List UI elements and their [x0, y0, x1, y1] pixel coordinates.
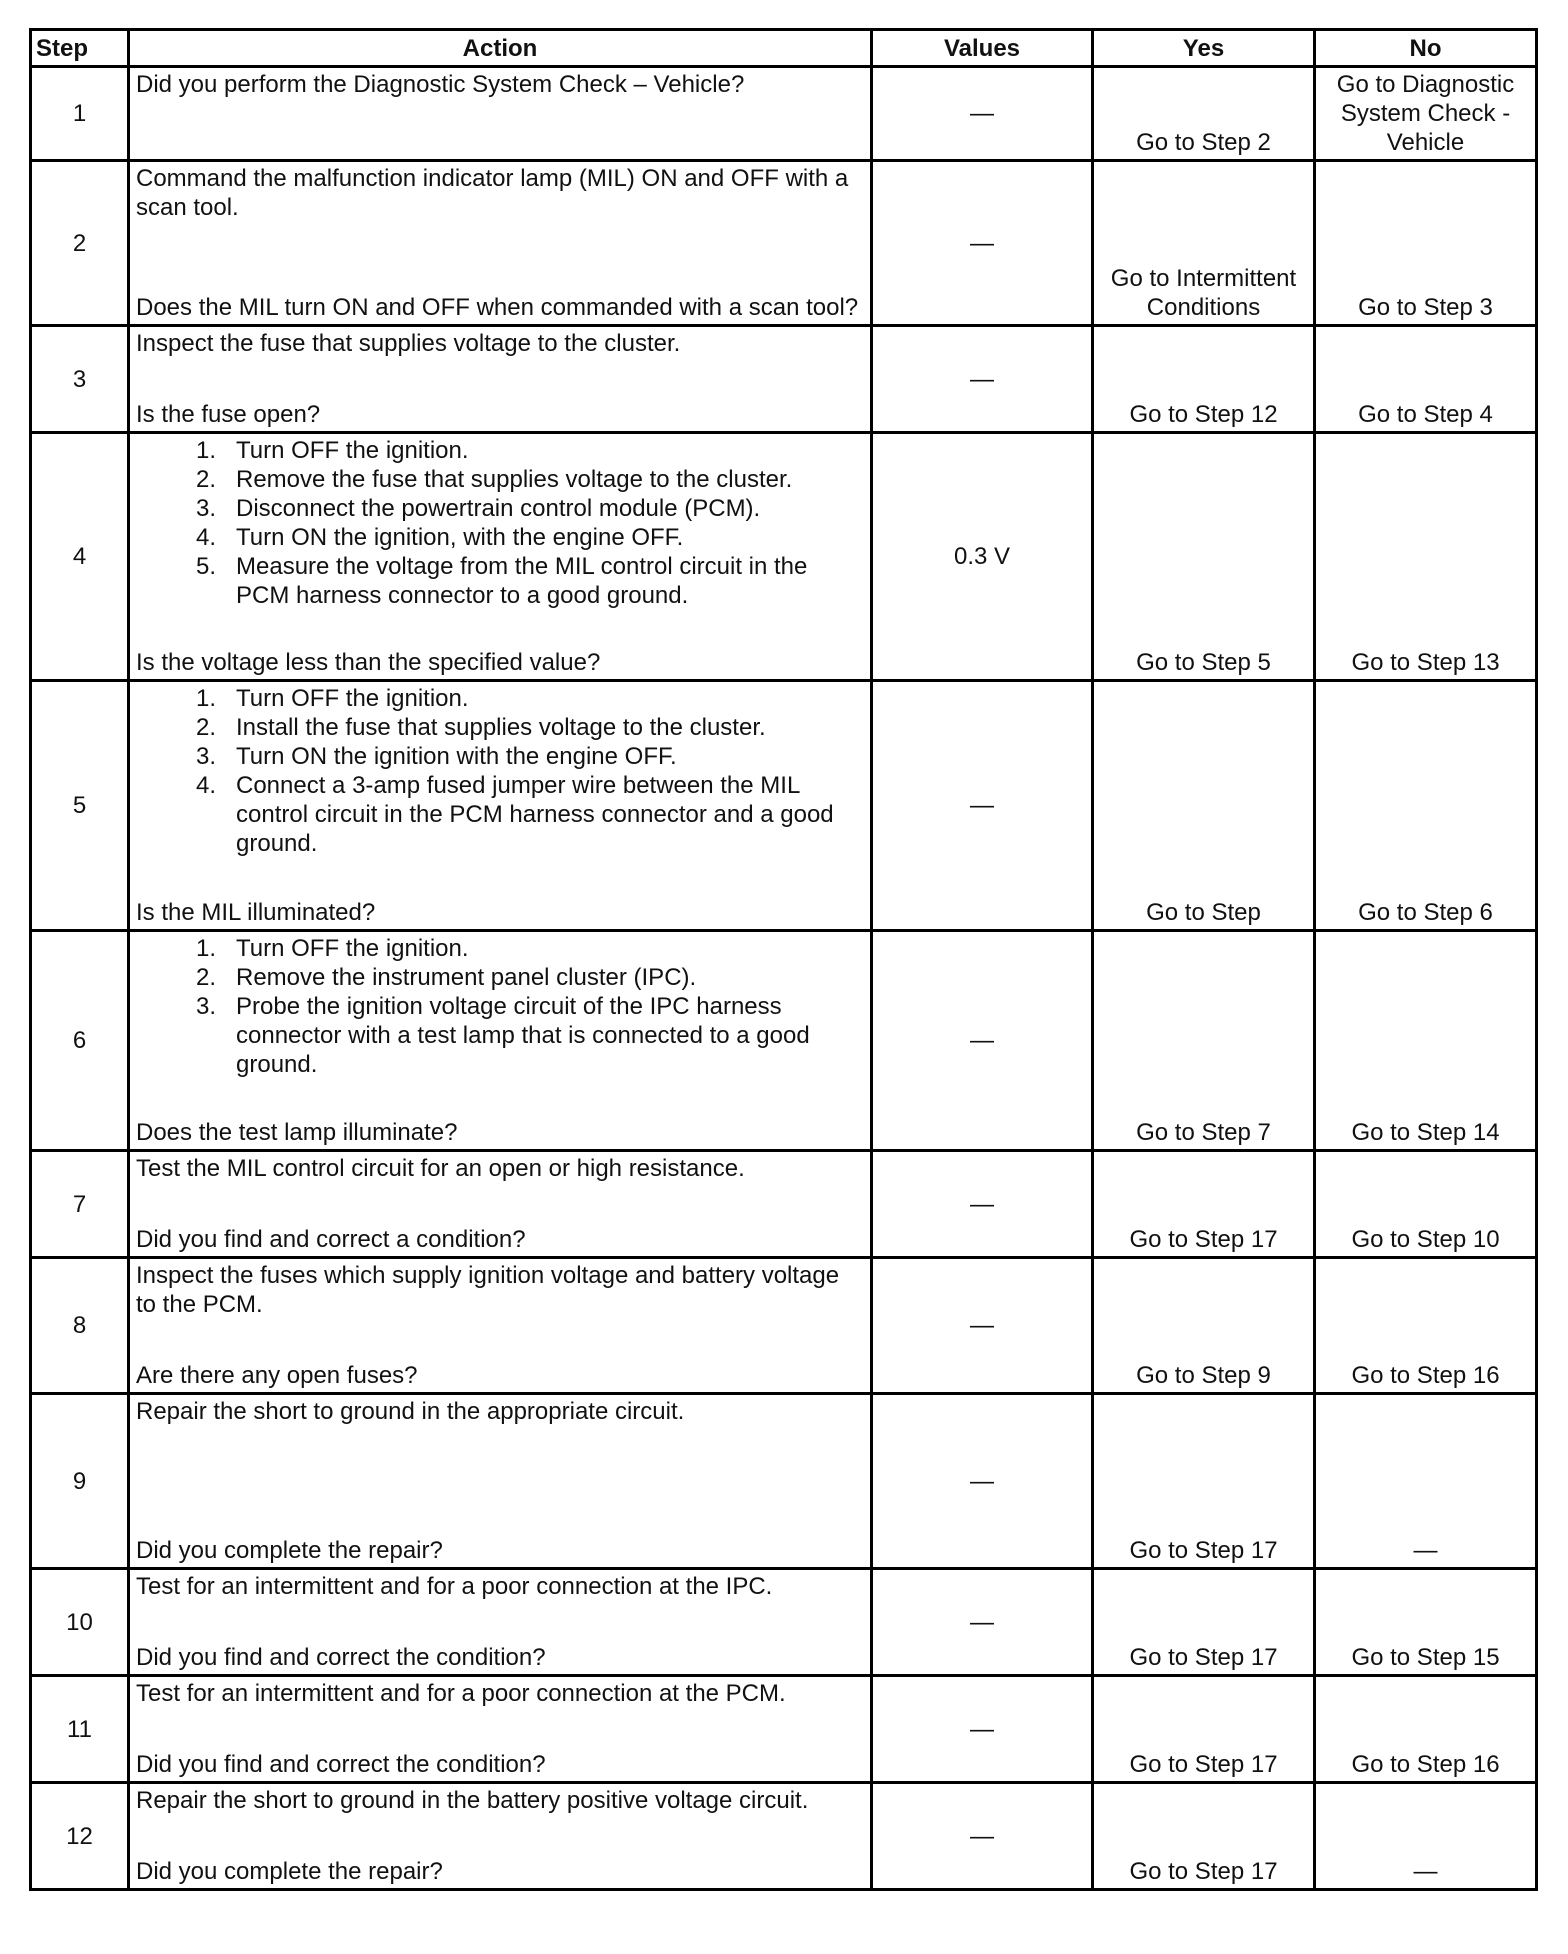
yes-cell: Go to Step 17: [1093, 1783, 1315, 1890]
procedure-list: [136, 436, 864, 610]
yes-cell: Go to Step 17: [1093, 1676, 1315, 1783]
action-question: Does the MIL turn ON and OFF when commanded with a scan tool?: [136, 294, 859, 321]
value-cell: —: [872, 681, 1093, 931]
no-cell: Go to Step 10: [1315, 1151, 1537, 1258]
table-row: [31, 1258, 1537, 1394]
header-row: [31, 30, 1537, 67]
no-cell: Go to Step 4: [1315, 326, 1537, 433]
action-content: [136, 1154, 864, 1254]
value-cell: —: [872, 326, 1093, 433]
action-cell: [129, 681, 872, 931]
no-cell: Go to Step 3: [1315, 161, 1537, 326]
value-cell: —: [872, 1394, 1093, 1569]
action-instructions: [136, 1397, 864, 1426]
procedure-item-number: 2.: [195, 714, 216, 741]
procedure-item-number: 3.: [195, 743, 216, 770]
action-text: Inspect the fuse that supplies voltage to the cluster.: [136, 330, 681, 357]
table-row: [31, 161, 1537, 326]
procedure-item: [186, 465, 864, 494]
action-content: [136, 329, 864, 429]
action-instructions: [136, 1786, 864, 1815]
action-instructions: [136, 1572, 864, 1601]
yes-cell: Go to Intermittent Conditions: [1093, 161, 1315, 326]
action-cell: [129, 1151, 872, 1258]
action-text: Command the malfunction indicator lamp (MIL) ON and OFF with a scan tool.: [136, 165, 849, 221]
header-action: Action: [129, 30, 872, 67]
procedure-item-number: 1.: [195, 935, 216, 962]
action-instructions: [136, 164, 864, 222]
action-cell: [129, 67, 872, 161]
table-row: [31, 67, 1537, 161]
procedure-item-text: Turn ON the ignition, with the engine OFF.: [236, 524, 684, 551]
table-row: [31, 681, 1537, 931]
no-cell: Go to Step 16: [1315, 1676, 1537, 1783]
procedure-item: [186, 713, 864, 742]
header-values: Values: [872, 30, 1093, 67]
diagnostic-table: [29, 28, 1538, 1891]
action-question: Did you find and correct a condition?: [136, 1226, 526, 1253]
step-number: 3: [31, 326, 129, 433]
action-question: Did you find and correct the condition?: [136, 1644, 546, 1671]
action-cell: [129, 1569, 872, 1676]
action-question: Did you complete the repair?: [136, 1537, 443, 1564]
action-content: [136, 70, 864, 157]
value-cell: 0.3 V: [872, 433, 1093, 681]
action-question: Is the MIL illuminated?: [136, 899, 376, 926]
procedure-item-number: 1.: [195, 685, 216, 712]
procedure-item-text: Turn OFF the ignition.: [236, 437, 469, 464]
step-number: 9: [31, 1394, 129, 1569]
procedure-item: [186, 494, 864, 523]
action-instructions: [136, 329, 864, 358]
no-cell: —: [1315, 1783, 1537, 1890]
procedure-item-text: Remove the fuse that supplies voltage to the cluster.: [236, 466, 793, 493]
procedure-item-text: Turn ON the ignition with the engine OFF.: [236, 743, 677, 770]
yes-cell: Go to Step 17: [1093, 1569, 1315, 1676]
yes-cell: Go to Step 7: [1093, 931, 1315, 1151]
yes-cell: Go to Step 2: [1093, 67, 1315, 161]
procedure-item-text: Connect a 3-amp fused jumper wire between the MIL control circuit in the PCM harness connector and a good ground.: [236, 772, 834, 857]
step-number: 5: [31, 681, 129, 931]
no-cell: Go to Step 16: [1315, 1258, 1537, 1394]
value-cell: —: [872, 1151, 1093, 1258]
table-row: [31, 1783, 1537, 1890]
action-content: [136, 436, 864, 677]
no-cell: Go to Diagnostic System Check - Vehicle: [1315, 67, 1537, 161]
yes-cell: Go to Step 9: [1093, 1258, 1315, 1394]
step-number: 4: [31, 433, 129, 681]
yes-cell: Go to Step 17: [1093, 1394, 1315, 1569]
action-cell: [129, 161, 872, 326]
no-cell: —: [1315, 1394, 1537, 1569]
procedure-item-number: 4.: [195, 524, 216, 551]
procedure-item: [186, 742, 864, 771]
procedure-item: [186, 963, 864, 992]
procedure-item-text: Measure the voltage from the MIL control circuit in the PCM harness connector to a good ground.: [236, 553, 808, 609]
value-cell: —: [872, 67, 1093, 161]
value-cell: —: [872, 1676, 1093, 1783]
action-content: [136, 684, 864, 927]
header-no: No: [1315, 30, 1537, 67]
table-row: [31, 1569, 1537, 1676]
action-text: Test for an intermittent and for a poor connection at the PCM.: [136, 1680, 786, 1707]
step-number: 12: [31, 1783, 129, 1890]
action-instructions: [136, 1679, 864, 1708]
procedure-item: [186, 523, 864, 552]
procedure-item: [186, 436, 864, 465]
procedure-item: [186, 552, 864, 610]
action-text: Did you perform the Diagnostic System Check – Vehicle?: [136, 71, 745, 98]
procedure-item-text: Remove the instrument panel cluster (IPC).: [236, 964, 697, 991]
value-cell: —: [872, 1569, 1093, 1676]
step-number: 11: [31, 1676, 129, 1783]
yes-cell: Go to Step 12: [1093, 326, 1315, 433]
procedure-item-text: Install the fuse that supplies voltage to the cluster.: [236, 714, 766, 741]
action-cell: [129, 1676, 872, 1783]
no-cell: Go to Step 14: [1315, 931, 1537, 1151]
action-content: [136, 1261, 864, 1390]
action-text: Repair the short to ground in the appropriate circuit.: [136, 1398, 685, 1425]
action-text: Test the MIL control circuit for an open or high resistance.: [136, 1155, 745, 1182]
action-instructions: [136, 934, 864, 1079]
action-content: [136, 1679, 864, 1779]
step-number: 8: [31, 1258, 129, 1394]
step-number: 6: [31, 931, 129, 1151]
action-content: [136, 1786, 864, 1886]
procedure-item-text: Turn OFF the ignition.: [236, 935, 469, 962]
action-content: [136, 164, 864, 322]
table-row: [31, 1394, 1537, 1569]
procedure-item: [186, 771, 864, 858]
no-cell: Go to Step 6: [1315, 681, 1537, 931]
action-text: Repair the short to ground in the battery positive voltage circuit.: [136, 1787, 809, 1814]
action-cell: [129, 1394, 872, 1569]
table-row: [31, 931, 1537, 1151]
step-number: 10: [31, 1569, 129, 1676]
procedure-item-number: 3.: [195, 993, 216, 1020]
value-cell: —: [872, 161, 1093, 326]
action-instructions: [136, 70, 864, 99]
procedure-item: [186, 684, 864, 713]
procedure-item: [186, 934, 864, 963]
procedure-item-number: 4.: [195, 772, 216, 799]
action-question: Did you find and correct the condition?: [136, 1751, 546, 1778]
no-cell: Go to Step 13: [1315, 433, 1537, 681]
procedure-item-text: Turn OFF the ignition.: [236, 685, 469, 712]
table-row: [31, 1151, 1537, 1258]
procedure-item-number: 5.: [195, 553, 216, 580]
procedure-item-number: 2.: [195, 466, 216, 493]
action-instructions: [136, 1261, 864, 1319]
action-content: [136, 1397, 864, 1565]
procedure-item-number: 3.: [195, 495, 216, 522]
step-number: 1: [31, 67, 129, 161]
procedure-item-number: 2.: [195, 964, 216, 991]
value-cell: —: [872, 1783, 1093, 1890]
procedure-item-text: Disconnect the powertrain control module (PCM).: [236, 495, 761, 522]
action-cell: [129, 326, 872, 433]
action-question: Does the test lamp illuminate?: [136, 1119, 458, 1146]
step-number: 2: [31, 161, 129, 326]
yes-cell: Go to Step 5: [1093, 433, 1315, 681]
value-cell: —: [872, 1258, 1093, 1394]
procedure-item-text: Probe the ignition voltage circuit of the IPC harness connector with a test lamp that is connected to a good ground.: [236, 993, 810, 1078]
step-number: 7: [31, 1151, 129, 1258]
yes-cell: Go to Step: [1093, 681, 1315, 931]
procedure-item-number: 1.: [195, 437, 216, 464]
yes-cell: Go to Step 17: [1093, 1151, 1315, 1258]
diagnostic-table-container: [29, 28, 1535, 1891]
value-cell: —: [872, 931, 1093, 1151]
header-step: Step: [31, 30, 129, 67]
header-yes: Yes: [1093, 30, 1315, 67]
action-content: [136, 934, 864, 1147]
procedure-list: [136, 684, 864, 858]
action-cell: [129, 1258, 872, 1394]
action-question: Is the fuse open?: [136, 401, 321, 428]
table-row: [31, 326, 1537, 433]
action-question: Is the voltage less than the specified value?: [136, 649, 601, 676]
action-instructions: [136, 684, 864, 858]
procedure-list: [136, 934, 864, 1079]
action-question: Are there any open fuses?: [136, 1362, 418, 1389]
action-cell: [129, 931, 872, 1151]
action-text: Test for an intermittent and for a poor connection at the IPC.: [136, 1573, 773, 1600]
action-cell: [129, 433, 872, 681]
action-content: [136, 1572, 864, 1672]
table-row: [31, 1676, 1537, 1783]
procedure-item: [186, 992, 864, 1079]
action-text: Inspect the fuses which supply ignition voltage and battery voltage to the PCM.: [136, 1262, 840, 1318]
action-cell: [129, 1783, 872, 1890]
action-instructions: [136, 436, 864, 610]
action-instructions: [136, 1154, 864, 1183]
table-row: [31, 433, 1537, 681]
no-cell: Go to Step 15: [1315, 1569, 1537, 1676]
action-question: Did you complete the repair?: [136, 1858, 443, 1885]
